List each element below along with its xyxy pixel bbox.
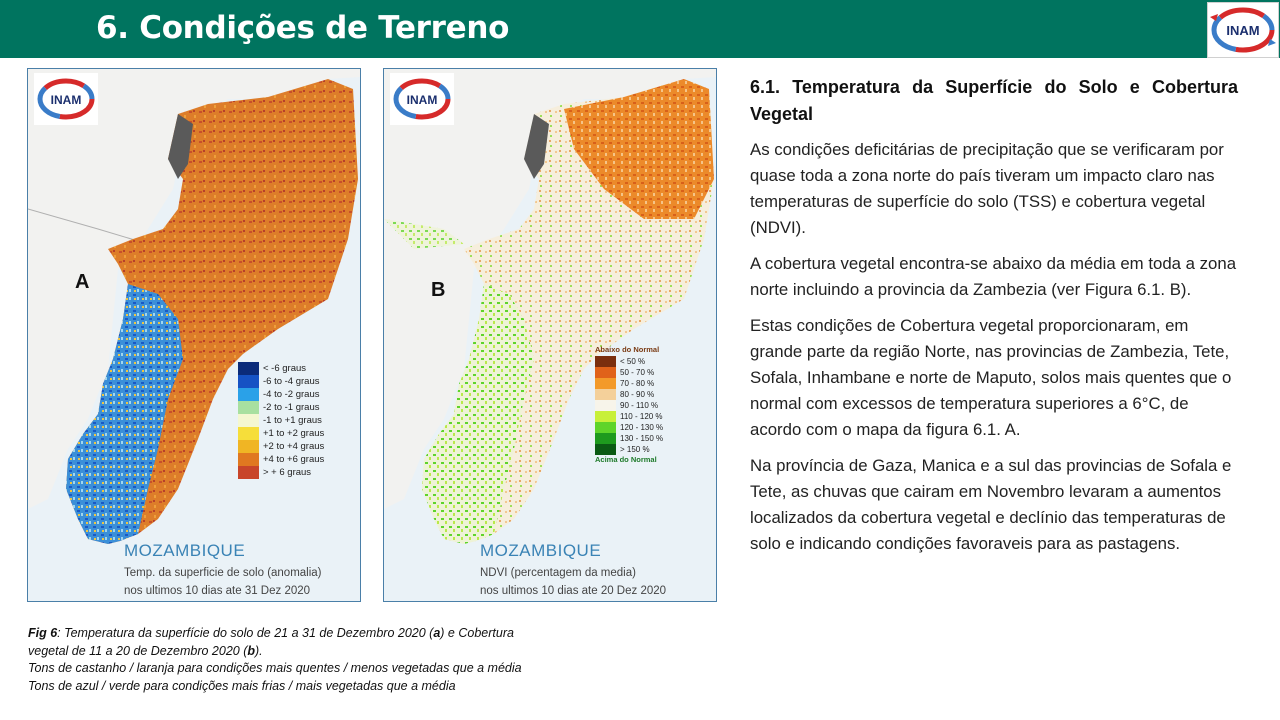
legend-label: -1 to +1 graus bbox=[263, 415, 322, 426]
legend-row bbox=[595, 378, 663, 389]
legend-row bbox=[238, 375, 324, 388]
legend-label: -4 to -2 graus bbox=[263, 389, 320, 400]
caption-text: ) e Cobertura bbox=[440, 626, 514, 640]
header-bar bbox=[0, 0, 1280, 58]
map-b-country: MOZAMBIQUE bbox=[480, 541, 602, 560]
svg-text:INAM: INAM bbox=[50, 93, 82, 107]
legend-label: -6 to -4 graus bbox=[263, 376, 320, 387]
legend-swatch bbox=[238, 440, 259, 453]
svg-text:INAM: INAM bbox=[1226, 23, 1260, 38]
page-title: 6. Condições de Terreno bbox=[96, 10, 510, 46]
legend-label: 50 - 70 % bbox=[620, 368, 655, 377]
legend-row bbox=[595, 433, 663, 444]
legend-row bbox=[238, 362, 324, 375]
section-title: 6.1. Temperatura da Superfície do Solo e Cobertura Vegetal bbox=[750, 77, 1238, 124]
map-b-logo bbox=[390, 73, 454, 125]
figure-caption-line1 bbox=[28, 625, 628, 643]
legend-swatch bbox=[238, 375, 259, 388]
legend-label: 70 - 80 % bbox=[620, 379, 655, 388]
map-a-caption-line1: Temp. da superficie de solo (anomalia) bbox=[124, 567, 322, 579]
legend-swatch bbox=[238, 401, 259, 414]
legend-header: Abaixo do Normal bbox=[595, 345, 660, 354]
paragraph: A cobertura vegetal encontra-se abaixo da média em toda a zona norte incluindo a provincia da Zambezia (ver Figura 6.1. B). bbox=[750, 254, 1237, 299]
legend-footer: Acima do Normal bbox=[595, 455, 657, 464]
figure-caption bbox=[28, 625, 628, 695]
legend-label: > 150 % bbox=[620, 445, 650, 454]
inam-logo-icon bbox=[34, 73, 98, 125]
legend-swatch bbox=[238, 466, 259, 479]
figure-caption-prefix: Fig 6 bbox=[28, 626, 58, 640]
legend-row bbox=[595, 422, 663, 433]
map-b-legend bbox=[595, 345, 663, 466]
legend-row bbox=[595, 411, 663, 422]
map-b-caption-line1: NDVI (percentagem da media) bbox=[480, 567, 636, 579]
map-a-surface-temperature bbox=[27, 68, 361, 602]
legend-label: 90 - 110 % bbox=[620, 401, 659, 410]
figure-caption-line3: Tons de castanho / laranja para condições mais quentes / menos vegetadas que a média bbox=[28, 661, 522, 675]
legend-swatch bbox=[238, 362, 259, 375]
map-a-logo bbox=[34, 73, 98, 125]
legend-row bbox=[595, 444, 663, 455]
map-b-letter: B bbox=[431, 279, 446, 301]
legend-swatch bbox=[595, 411, 616, 422]
legend-label: 110 - 120 % bbox=[620, 412, 663, 421]
inam-logo-icon bbox=[1208, 3, 1278, 57]
caption-text: vegetal de 11 a 20 de Dezembro 2020 ( bbox=[28, 643, 248, 658]
figure-caption-line2 bbox=[28, 643, 628, 661]
legend-swatch bbox=[595, 433, 616, 444]
inam-logo-icon bbox=[390, 73, 454, 125]
inam-logo bbox=[1207, 2, 1279, 58]
map-a-image bbox=[28, 69, 360, 601]
legend-swatch bbox=[595, 367, 616, 378]
legend-row bbox=[238, 388, 324, 401]
paragraph: Na província de Gaza, Manica e a sul das provincias de Sofala e Tete, as chuvas que cairam em Novembro levaram a aumentos localizados da cobertura vegetal e declínio das temperaturas de solo e indicando condições favoraveis para as pastagens. bbox=[750, 456, 1232, 553]
paragraph: Estas condições de Cobertura vegetal proporcionaram, em grande parte da região Norte, nas provincias de Zambezia, Tete, Sofala, Inhambane e norte de Maputo, solos mais quentes que o normal com excessos de temperatura superiores a 6°C, de acordo com o mapa da figura 6.1. A. bbox=[750, 316, 1232, 439]
map-b-image bbox=[384, 69, 716, 601]
caption-bold-a: a bbox=[433, 626, 441, 640]
legend-swatch bbox=[238, 453, 259, 466]
legend-label: < -6 graus bbox=[263, 363, 307, 374]
legend-swatch bbox=[595, 400, 616, 411]
section-text bbox=[750, 74, 1238, 567]
legend-swatch bbox=[595, 444, 616, 455]
legend-row bbox=[238, 401, 324, 414]
legend-row bbox=[238, 414, 324, 427]
legend-swatch bbox=[595, 356, 616, 367]
legend-label: 120 - 130 % bbox=[620, 423, 664, 432]
legend-swatch bbox=[238, 414, 259, 427]
figure-caption-line4: Tons de azul / verde para condições mais frias / mais vegetadas que a média bbox=[28, 678, 456, 693]
legend-row bbox=[238, 427, 324, 440]
paragraph: As condições deficitárias de precipitação que se verificaram por quase toda a zona norte do país tiveram um impacto claro nas temperaturas de superfície do solo (TSS) e cobertura vegetal (NDVI). bbox=[750, 140, 1224, 237]
legend-label: 80 - 90 % bbox=[620, 390, 655, 399]
legend-row bbox=[595, 367, 663, 378]
map-a-country: MOZAMBIQUE bbox=[124, 541, 246, 560]
legend-row bbox=[595, 389, 663, 400]
map-a-legend bbox=[238, 362, 324, 479]
caption-bold-b: b bbox=[247, 643, 256, 658]
legend-label: < 50 % bbox=[620, 357, 646, 366]
caption-text: : Temperatura da superfície do solo de 21 a 31 de Dezembro 2020 ( bbox=[57, 626, 434, 640]
legend-row bbox=[238, 440, 324, 453]
legend-label: +1 to +2 graus bbox=[263, 428, 325, 439]
legend-label: -2 to -1 graus bbox=[263, 402, 320, 413]
legend-swatch bbox=[238, 388, 259, 401]
legend-row bbox=[595, 400, 663, 411]
map-a-caption-line2: nos ultimos 10 dias ate 31 Dez 2020 bbox=[124, 585, 311, 597]
legend-label: +4 to +6 graus bbox=[263, 454, 325, 465]
map-a-letter: A bbox=[75, 271, 90, 293]
legend-label: +2 to +4 graus bbox=[263, 441, 325, 452]
svg-text:INAM: INAM bbox=[406, 93, 438, 107]
legend-swatch bbox=[595, 389, 616, 400]
legend-row bbox=[238, 466, 324, 479]
legend-label: > + 6 graus bbox=[263, 467, 312, 478]
legend-row bbox=[595, 356, 663, 367]
legend-swatch bbox=[238, 427, 259, 440]
legend-swatch bbox=[595, 378, 616, 389]
map-b-caption-line2: nos ultimos 10 dias ate 20 Dez 2020 bbox=[480, 585, 667, 597]
map-b-ndvi bbox=[383, 68, 717, 602]
legend-label: 130 - 150 % bbox=[620, 434, 664, 443]
legend-swatch bbox=[595, 422, 616, 433]
legend-row bbox=[238, 453, 324, 466]
caption-text: ). bbox=[255, 643, 263, 658]
